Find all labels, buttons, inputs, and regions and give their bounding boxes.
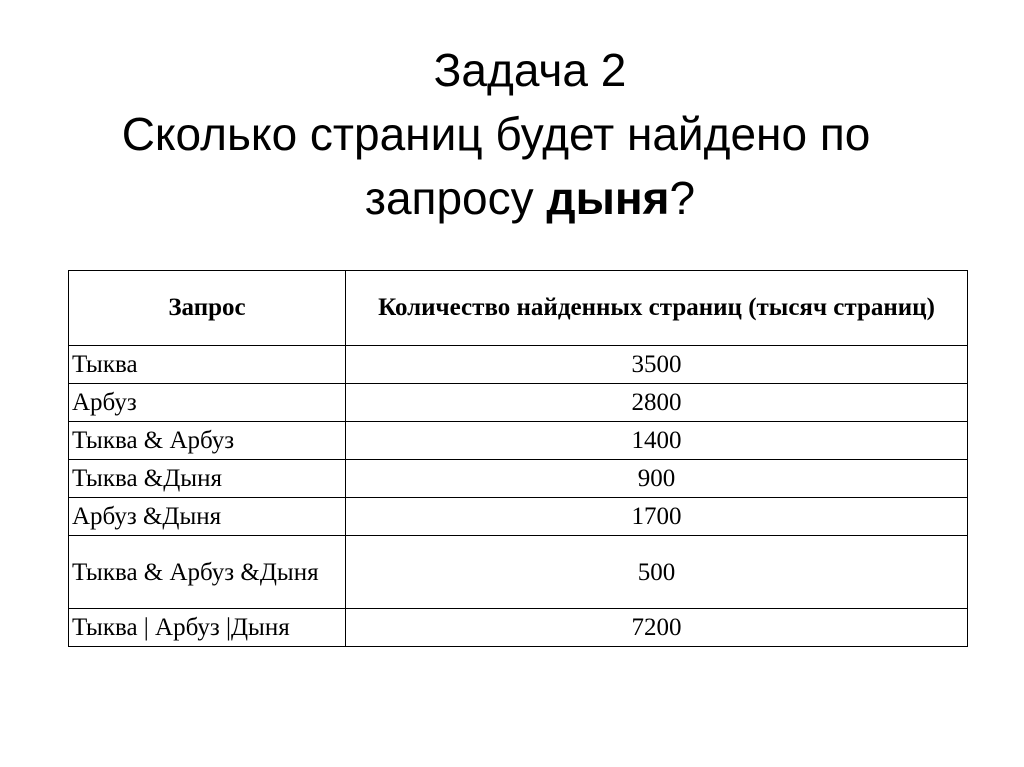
query-cell: Тыква & Арбуз (69, 422, 346, 460)
question-keyword: дыня (546, 172, 670, 224)
table-row (69, 384, 968, 422)
task-heading: Задача 2 (433, 44, 627, 96)
header-count: Количество найденных страниц (тысяч страниц) (346, 271, 968, 346)
count-cell: 2800 (346, 384, 968, 422)
count-cell: 900 (346, 460, 968, 498)
table-row (69, 498, 968, 536)
table-row (69, 422, 968, 460)
count-cell: 3500 (346, 346, 968, 384)
table-row (69, 536, 968, 609)
count-cell: 500 (346, 536, 968, 609)
count-cell: 7200 (346, 609, 968, 647)
slide-title (0, 38, 1024, 230)
count-cell: 1700 (346, 498, 968, 536)
question-line-1: Сколько страниц будет найдено по (121, 108, 871, 160)
query-cell: Тыква (69, 346, 346, 384)
question-prefix: запросу (364, 172, 547, 224)
query-results-table (68, 270, 968, 647)
question-line-2 (0, 166, 1024, 230)
query-cell: Тыква &Дыня (69, 460, 346, 498)
table-header-row (69, 271, 968, 346)
query-cell: Тыква & Арбуз &Дыня (69, 536, 346, 609)
query-cell: Арбуз &Дыня (69, 498, 346, 536)
table-row (69, 609, 968, 647)
table-row (69, 346, 968, 384)
header-query: Запрос (69, 271, 346, 346)
question-suffix: ? (669, 172, 696, 224)
query-cell: Тыква | Арбуз |Дыня (69, 609, 346, 647)
count-cell: 1400 (346, 422, 968, 460)
query-cell: Арбуз (69, 384, 346, 422)
table-row (69, 460, 968, 498)
